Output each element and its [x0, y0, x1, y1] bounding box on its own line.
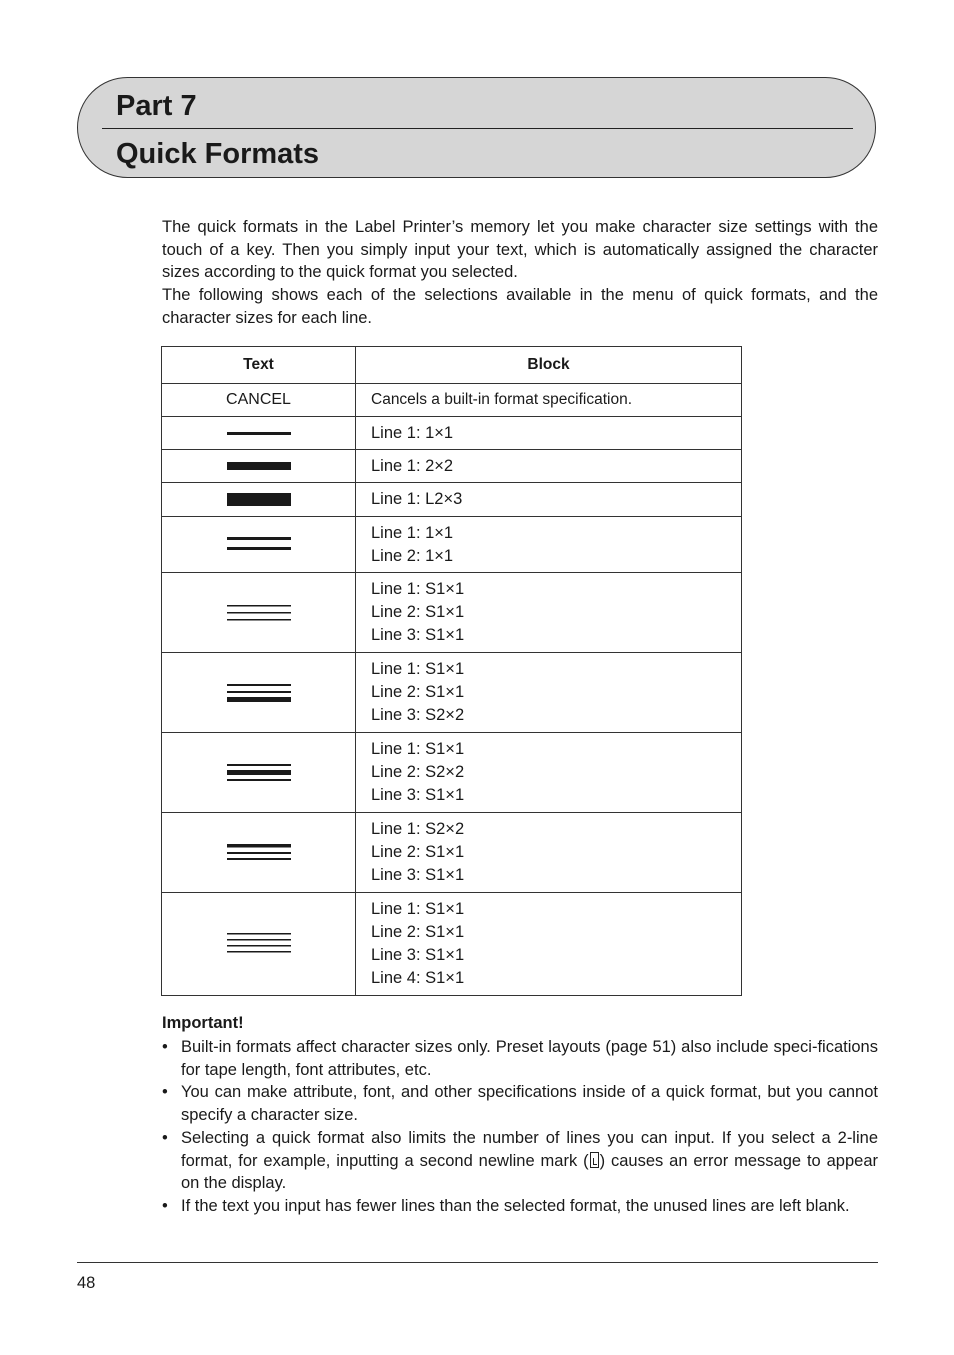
- table-row: [162, 653, 742, 733]
- bullet: •: [162, 1128, 168, 1147]
- newline-mark-icon: [590, 1152, 599, 1168]
- note-text: Built-in formats affect character sizes only. Preset layouts (page 51) also include speci-fications for tape length, font attributes, etc.: [181, 1038, 878, 1079]
- three-lines-bottom-thick-icon: [226, 682, 292, 704]
- format-line: Line 3: S2×2: [371, 705, 465, 724]
- three-lines-top-thick-icon: [226, 842, 292, 864]
- cancel-text-cell: CANCEL: [162, 384, 356, 417]
- format-line: Line 1: S1×1: [371, 660, 465, 679]
- table-header-row: [162, 347, 742, 384]
- format-line: Line 2: S2×2: [371, 763, 465, 782]
- page-number: 48: [77, 1274, 96, 1292]
- note-text-before: Selecting a quick format also limits the number of lines you can input. If you select a 2-line format, for example, inputting a second newline mark (: [181, 1128, 878, 1170]
- format-line: Line 1: S1×1: [371, 740, 465, 759]
- format-line: Line 1: S1×1: [371, 900, 465, 919]
- list-item: [162, 1036, 878, 1081]
- one-thin-line-icon: [226, 427, 292, 439]
- important-heading: Important!: [162, 1014, 244, 1032]
- format-line: Line 2: S1×1: [371, 923, 465, 942]
- list-item: [162, 1195, 878, 1218]
- bullet: •: [162, 1083, 168, 1102]
- bullet: •: [162, 1196, 168, 1215]
- list-item: [162, 1127, 878, 1195]
- intro-paragraph-1: The quick formats in the Label Printer’s memory let you make character size settings with the touch of a key. Then you simply input your text, which is automatically assigned the character sizes according to the quick format you selected.: [162, 218, 878, 282]
- table-row: [162, 733, 742, 813]
- page-title: Quick Formats: [116, 138, 320, 170]
- format-line: Line 4: S1×1: [371, 968, 465, 987]
- three-lines-middle-thick-icon: [226, 762, 292, 784]
- format-line: Line 2: 1×1: [371, 546, 454, 565]
- format-line: Line 1: S2×2: [371, 820, 465, 839]
- four-thin-lines-icon: [226, 931, 292, 957]
- part-label: Part 7: [116, 90, 197, 122]
- list-item: [162, 1081, 878, 1126]
- three-thin-lines-icon: [226, 603, 292, 623]
- one-medium-line-icon: [226, 459, 292, 473]
- table-row: [162, 893, 742, 996]
- column-header-block: Block: [356, 347, 742, 384]
- table-row: [162, 517, 742, 573]
- format-line: Line 1: L2×3: [371, 490, 463, 509]
- format-line: Line 3: S1×1: [371, 865, 465, 884]
- header-divider: [102, 128, 853, 129]
- format-line: Line 1: S1×1: [371, 580, 465, 599]
- quick-formats-table: [161, 346, 742, 996]
- format-line: Line 2: S1×1: [371, 683, 465, 702]
- table-row: [162, 450, 742, 483]
- bullet: •: [162, 1038, 168, 1056]
- format-line: Line 2: S1×1: [371, 603, 465, 622]
- important-notes-list: [162, 1036, 878, 1218]
- note-text-after: ) causes an error message to appear on the display.: [181, 1151, 878, 1193]
- format-line: Line 2: S1×1: [371, 843, 465, 862]
- table-row: [162, 384, 742, 417]
- format-line: Line 3: S1×1: [371, 785, 465, 804]
- cancel-description: Cancels a built-in format specification.: [356, 384, 742, 417]
- table-row: [162, 417, 742, 450]
- note-text: You can make attribute, font, and other specifications inside of a quick format, but you cannot specify a character size.: [181, 1083, 878, 1125]
- two-lines-icon: [226, 535, 292, 555]
- table-row: [162, 483, 742, 517]
- format-line: Line 1: 1×1: [371, 523, 454, 542]
- table-row: [162, 813, 742, 893]
- format-line: Line 3: S1×1: [371, 625, 465, 644]
- footer-divider: [77, 1262, 878, 1263]
- table-row: [162, 573, 742, 653]
- column-header-text: Text: [162, 347, 356, 384]
- format-line: Line 1: 2×2: [371, 456, 454, 475]
- part-header-banner: [77, 77, 876, 178]
- intro-text: [162, 216, 878, 330]
- format-line: Line 3: S1×1: [371, 946, 465, 964]
- one-thick-line-icon: [226, 492, 292, 508]
- format-line: Line 1: 1×1: [371, 423, 454, 442]
- note-text: If the text you input has fewer lines than the selected format, the unused lines are left blank.: [181, 1196, 850, 1215]
- intro-paragraph-2: The following shows each of the selections available in the menu of quick formats, and the character sizes for each line.: [162, 286, 878, 327]
